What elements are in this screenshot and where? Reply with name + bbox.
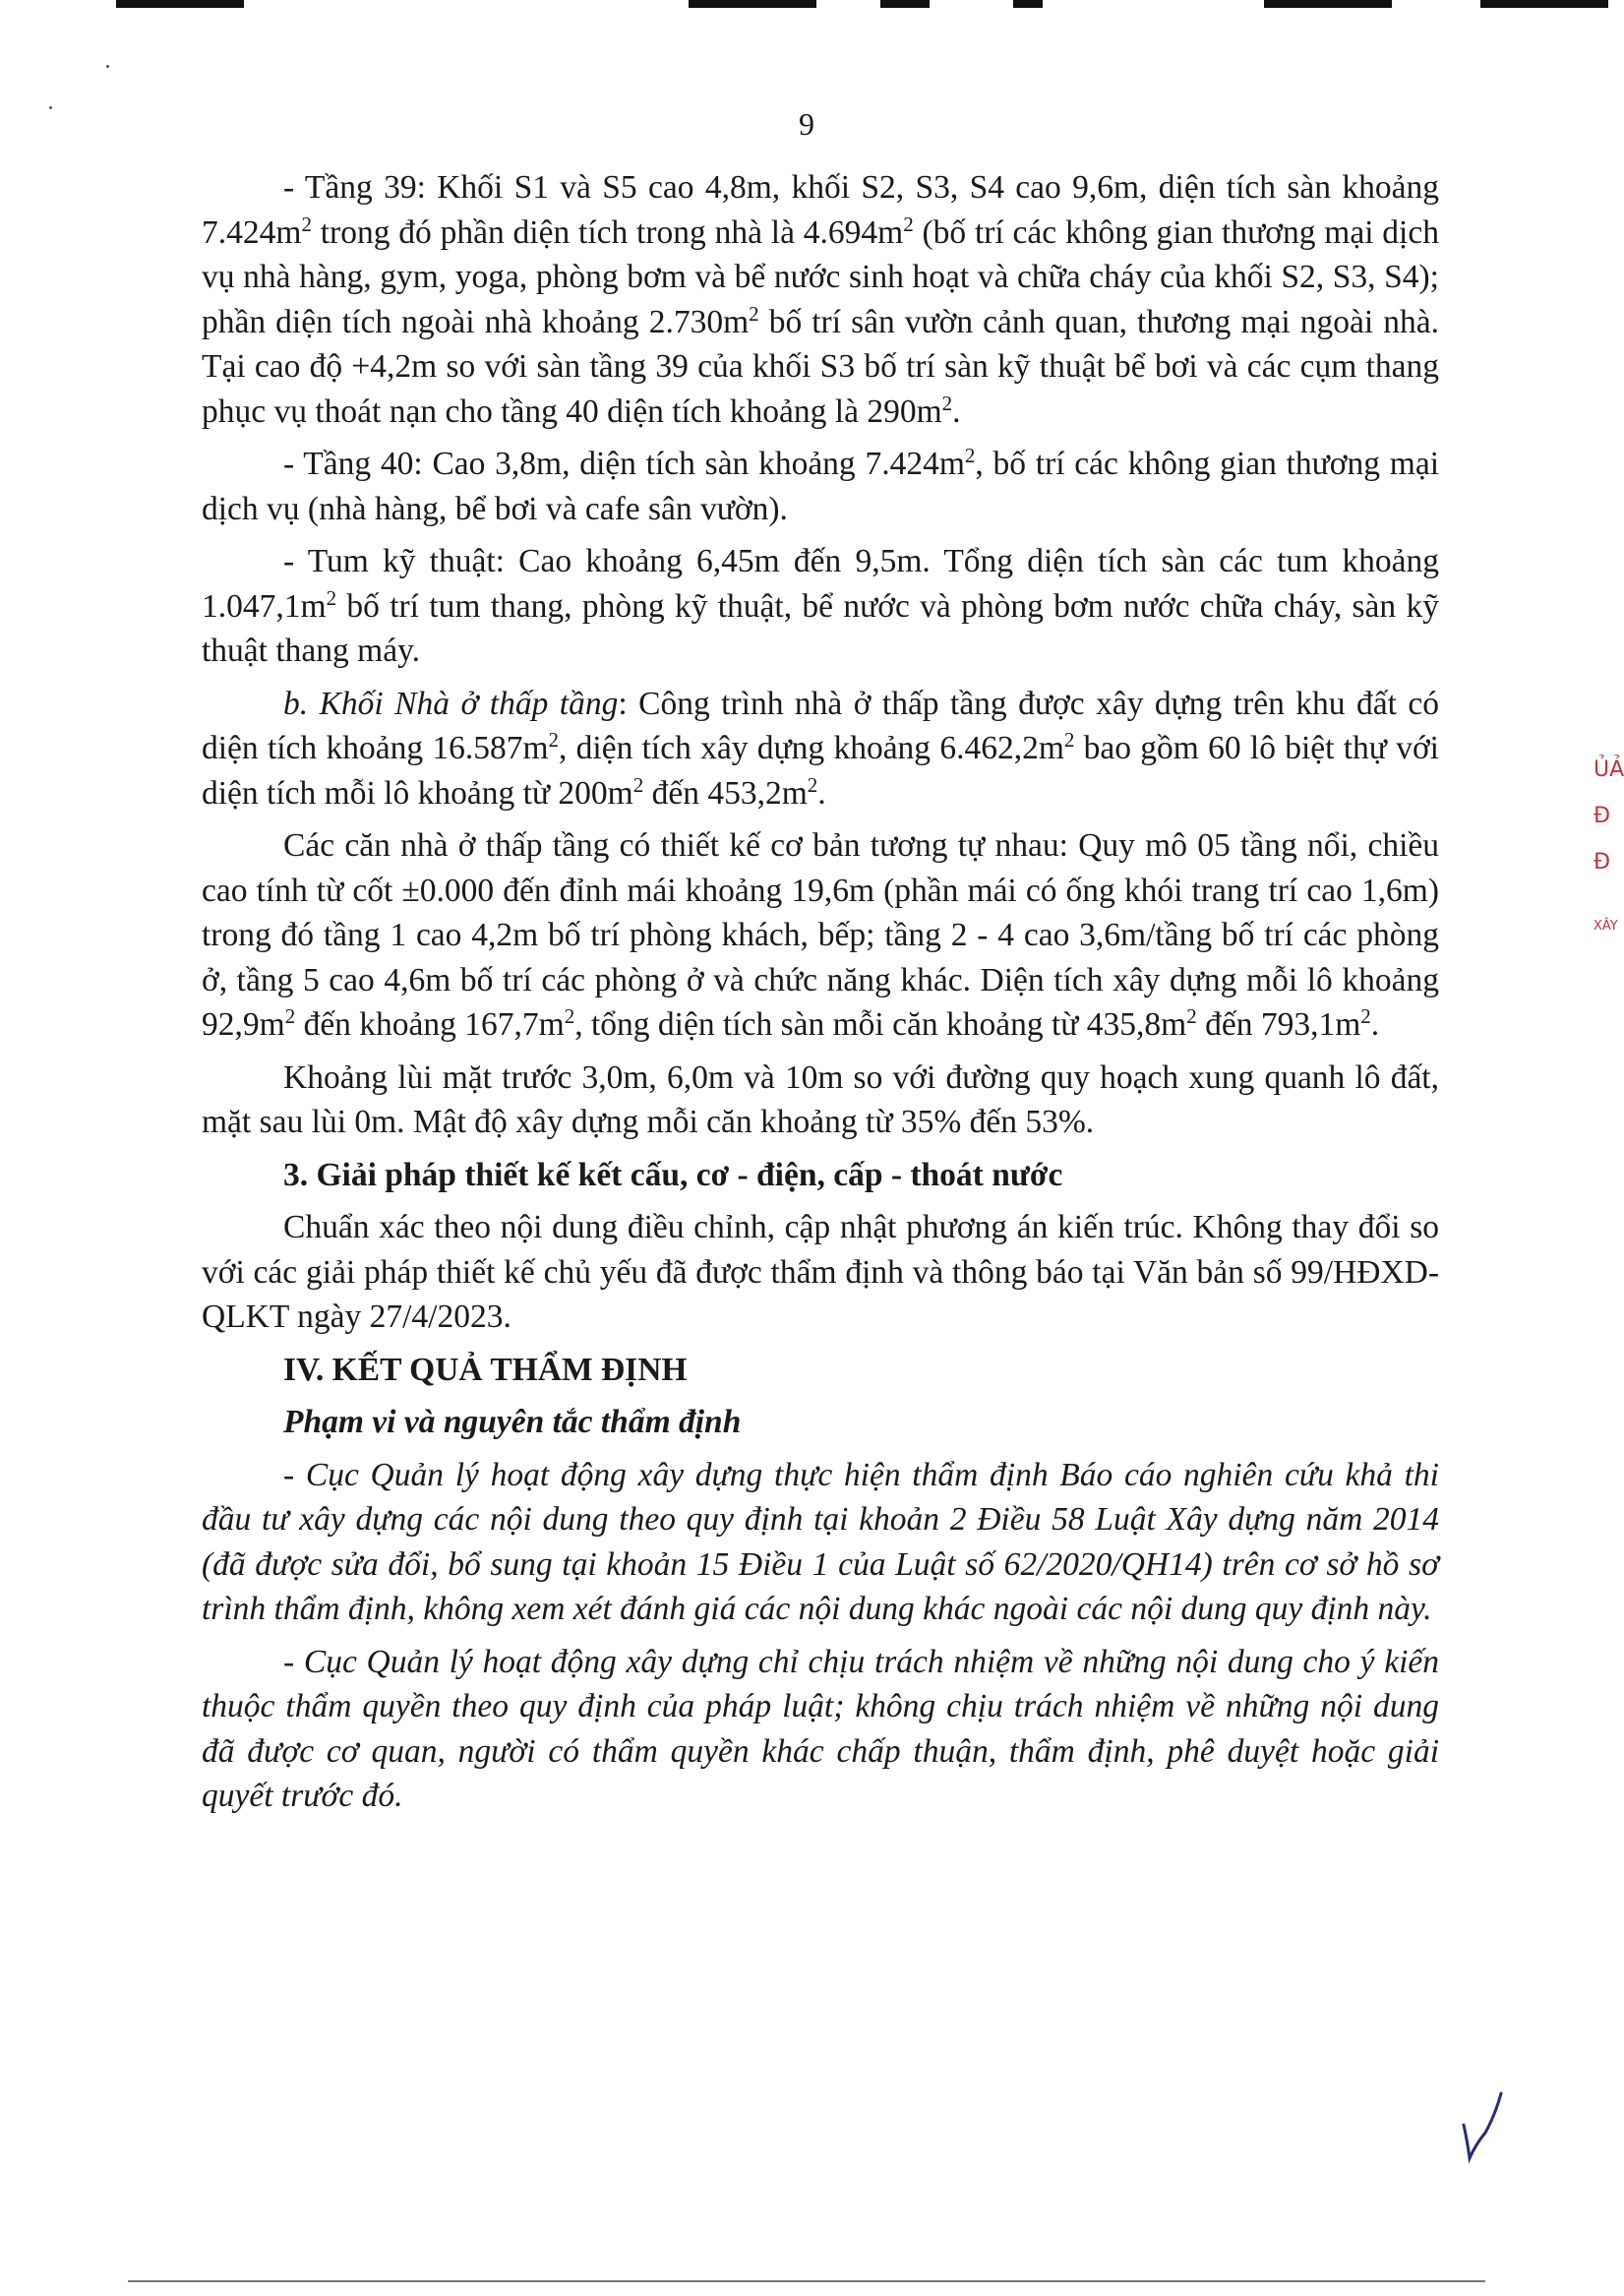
paragraph-can-nha: Các căn nhà ở thấp tầng có thiết kế cơ bản tương tự nhau: Quy mô 05 tầng nổi, chiều cao tính từ cốt ±0.000 đến đỉnh mái khoảng 19,6m (phần mái có ống khói trang trí cao 1,6m) trong đó tầng 1 cao 4,2m bố trí phòng khách, bếp; tầng 2 - 4 cao 3,6m/tầng bố trí các phòng ở, tầng 5 cao 4,6m bố trí các phòng ở và chức năng khác. Diện tích xây dựng mỗi lô khoảng $92,9m^2$ đến khoảng $167,7m^2$, tổng diện tích sàn mỗi căn khoảng từ $435,8m^2$ đến $793,1m^2$. xyxy=(202,827,1439,1043)
scan-edge-bar xyxy=(1013,0,1043,8)
scan-edge-bar xyxy=(880,0,930,8)
section-heading-ket-qua: IV. KẾT QUẢ THẨM ĐỊNH xyxy=(283,1351,688,1388)
initial-signature-mark xyxy=(1458,2085,1505,2164)
scan-bottom-edge xyxy=(128,2280,1485,2282)
scan-edge-bar xyxy=(116,0,244,8)
scan-edge-bar xyxy=(689,0,816,8)
subheading-pham-vi: Phạm vi và nguyên tắc thẩm định xyxy=(283,1404,742,1440)
scan-edge-bar xyxy=(1480,0,1608,8)
paragraph-tang-40: - Tầng 40: Cao 3,8m, diện tích sàn khoảng $7.424m^2$, bố trí các không gian thương mại dịch vụ (nhà hàng, bể bơi và cafe sân vườn). xyxy=(202,443,1440,527)
scan-speck xyxy=(106,65,109,68)
paragraph-cuc-chiu-trach-nhiem: - Cục Quản lý hoạt động xây dựng chỉ chịu trách nhiệm về những nội dung cho ý kiến thuộc thẩm quyền theo quy định của pháp luật; không chịu trách nhiệm về những nội dung đã được cơ quan, người có thẩm quyền khác chấp thuận, thẩm định, phê duyệt hoặc giải quyết trước đó. xyxy=(202,1643,1439,1814)
paragraph-khoi-nha-thap-tang: b. Khối Nhà ở thấp tầng: Công trình nhà ở thấp tầng được xây dựng trên khu đất có diện tích khoảng $16.587m^2$, diện tích xây dựng khoảng $6.462,2m^2$ bao gồm 60 lô biệt thự với diện tích mỗi lô khoảng từ $200m^2$ đến $453,2m^2$. xyxy=(202,685,1439,812)
stamp-fragment: ỦẢ Đ Đ XÂY xyxy=(1594,757,1624,934)
section-heading-giai-phap: 3. Giải pháp thiết kế kết cấu, cơ - điện, cấp - thoát nước xyxy=(283,1156,1063,1193)
scan-edge-bar xyxy=(1264,0,1392,8)
paragraph-chuan-xac: Chuẩn xác theo nội dung điều chỉnh, cập nhật phương án kiến trúc. Không thay đổi so với các giải pháp thiết kế chủ yếu đã được thẩm định và thông báo tại Văn bản số 99/HĐXD-QLKT ngày 27/4/2023. xyxy=(202,1209,1439,1335)
document-body xyxy=(202,165,1439,1827)
paragraph-tum-ky-thuat: - Tum kỹ thuật: Cao khoảng 6,45m đến 9,5m. Tổng diện tích sàn các tum khoảng $1.047,1m^2$ bố trí tum thang, phòng kỹ thuật, bể nước và phòng bơm nước chữa cháy, sàn kỹ thuật thang máy. xyxy=(202,543,1439,669)
paragraph-tang-39: - Tầng 39: Khối S1 và S5 cao 4,8m, khối S2, S3, S4 cao 9,6m, diện tích sàn khoảng $7.424m^2$ trong đó phần diện tích trong nhà là $4.694m^2$ (bố trí các không gian thương mại dịch vụ nhà hàng, gym, yoga, phòng bơm và bể nước sinh hoạt và chữa cháy của khối S2, S3, S4); phần diện tích ngoài nhà khoảng $2.730m^2$ bố trí sân vườn cảnh quan, thương mại ngoài nhà. Tại cao độ +4,2m so với sàn tầng 39 của khối S3 bố trí sàn kỹ thuật bể bơi và các cụm thang phục vụ thoát nạn cho tầng 40 diện tích khoảng là $290m^2$. xyxy=(202,169,1439,430)
paragraph-cuc-thuc-hien: - Cục Quản lý hoạt động xây dựng thực hiện thẩm định Báo cáo nghiên cứu khả thi đầu tư xây dựng các nội dung theo quy định tại khoản 2 Điều 58 Luật Xây dựng năm 2014 (đã được sửa đổi, bổ sung tại khoản 15 Điều 1 của Luật số 62/2020/QH14) trên cơ sở hồ sơ trình thẩm định, không xem xét đánh giá các nội dung khác ngoài các nội dung quy định này. xyxy=(202,1456,1439,1627)
paragraph-khoang-lui: Khoảng lùi mặt trước 3,0m, 6,0m và 10m so với đường quy hoạch xung quanh lô đất, mặt sau lùi 0m. Mật độ xây dựng mỗi căn khoảng từ 35% đến 53%. xyxy=(202,1058,1439,1140)
page-number: 9 xyxy=(799,106,814,142)
